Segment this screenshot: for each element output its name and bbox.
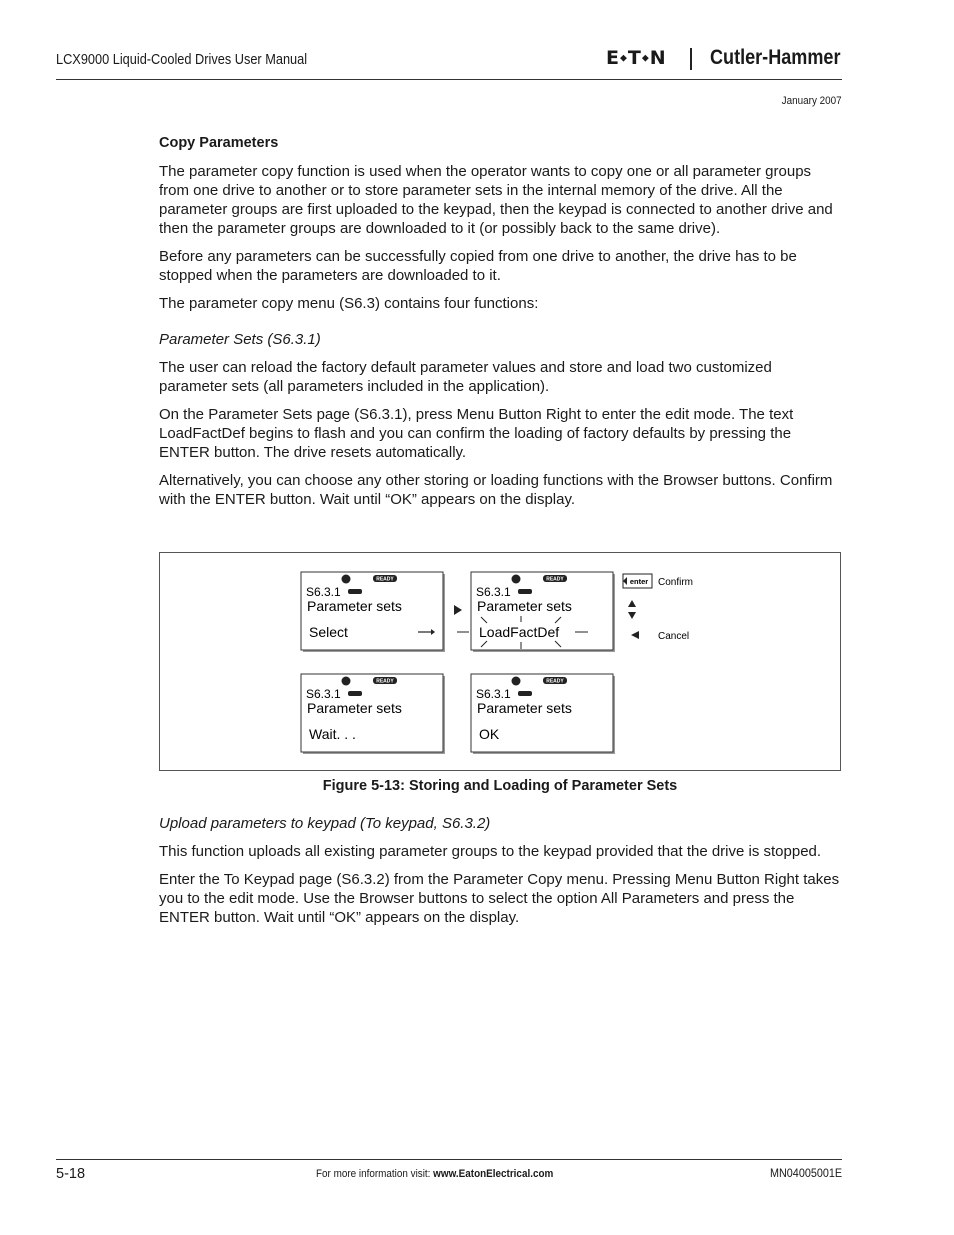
screen-line2: OK <box>479 726 500 742</box>
paragraph: The parameter copy function is used when the operator wants to copy one or all parameter groups from one drive to another or to store parameter sets in the internal memory of the drive. All the parameter groups are first uploaded to the keypad, then the keypad is connected to another drive and then the parameter groups are downloaded to it (or possibly back to the same drive). <box>159 163 833 237</box>
indicator-icon <box>348 691 362 696</box>
lcd-screen-2 <box>457 572 615 652</box>
key-legend <box>623 574 693 642</box>
screen-line2: Wait. . . <box>309 726 356 742</box>
screen-code: S6.3.1 <box>476 585 511 599</box>
ready-badge-text: READY <box>546 678 564 685</box>
screen-line2: LoadFactDef <box>479 624 560 640</box>
browser-up-icon <box>628 600 636 607</box>
screen-line1: Parameter sets <box>307 598 402 614</box>
screen-line2: Select <box>309 624 348 640</box>
paragraph: The user can reload the factory default parameter values and store and load two customized parameter sets (all parameters included in the application). <box>159 359 772 395</box>
footer-rule <box>56 1159 842 1160</box>
figure-caption: Figure 5-13: Storing and Loading of Parameter Sets <box>322 778 678 794</box>
footer-info <box>316 1168 553 1180</box>
paragraph: This function uploads all existing parameter groups to the keypad provided that the drive is stopped. <box>159 843 822 860</box>
header-rule <box>56 79 842 80</box>
lcd-screen-1 <box>301 572 445 652</box>
confirm-label: Confirm <box>658 577 694 588</box>
screen-code: S6.3.1 <box>476 687 511 701</box>
menu-right-arrow-icon <box>454 605 462 615</box>
ready-badge-text: READY <box>376 678 394 685</box>
indicator-icon <box>518 589 532 594</box>
logo-divider <box>690 48 692 70</box>
eaton-logo: E◆T◆N <box>606 47 667 69</box>
cancel-label: Cancel <box>658 631 690 642</box>
paragraph: On the Parameter Sets page (S6.3.1), press Menu Button Right to enter the edit mode. The text LoadFactDef begins to flash and you can confirm the loading of factory defaults by pressing the ENTER button. The drive resets automatically. <box>159 406 794 461</box>
screen-line1: Parameter sets <box>307 700 402 716</box>
indicator-icon <box>348 589 362 594</box>
page-number: 5-18 <box>56 1166 86 1182</box>
subsection-title: Upload parameters to keypad (To keypad, S6.3.2) <box>159 815 491 832</box>
manual-title: LCX9000 Liquid-Cooled Drives User Manual <box>56 52 308 68</box>
main-content-continued <box>159 814 843 936</box>
browser-down-icon <box>628 612 636 619</box>
keypad-diagram <box>160 553 840 770</box>
section-heading: Copy Parameters <box>159 135 279 151</box>
indicator-icon <box>518 691 532 696</box>
publication-date: January 2007 <box>781 95 842 107</box>
document-number: MN04005001E <box>769 1166 842 1180</box>
main-content <box>159 134 843 518</box>
paragraph: Alternatively, you can choose any other storing or loading functions with the Browser buttons. Confirm with the ENTER button. Wait until “OK” appears on the display. <box>159 472 833 508</box>
subsection-title: Parameter Sets (S6.3.1) <box>159 331 321 348</box>
lcd-screen-3 <box>301 674 445 754</box>
run-indicator-icon <box>342 677 351 686</box>
paragraph: Before any parameters can be successfully copied from one drive to another, the drive has to be stopped when the parameters are downloaded to it. <box>159 248 797 284</box>
paragraph: Enter the To Keypad page (S6.3.2) from the Parameter Copy menu. Pressing Menu Button Right takes you to the edit mode. Use the Browser buttons to select the option All Parameters and press the ENTER button. Wait until “OK” appears on the display. <box>159 871 840 926</box>
footer-info-text: For more information visit: <box>316 1168 434 1180</box>
run-indicator-icon <box>512 575 521 584</box>
run-indicator-icon <box>512 677 521 686</box>
screen-code: S6.3.1 <box>306 687 341 701</box>
ready-badge-text: READY <box>376 576 394 583</box>
enter-key-label: enter <box>629 577 649 586</box>
figure-box <box>159 552 841 771</box>
paragraph: The parameter copy menu (S6.3) contains four functions: <box>159 295 539 312</box>
lcd-screen-4 <box>471 674 615 754</box>
menu-left-icon <box>631 631 639 639</box>
run-indicator-icon <box>342 575 351 584</box>
screen-line1: Parameter sets <box>477 598 572 614</box>
brand-name: Cutler-Hammer <box>710 46 841 69</box>
screen-code: S6.3.1 <box>306 585 341 599</box>
footer-url[interactable]: www.EatonElectrical.com <box>433 1168 554 1180</box>
screen-line1: Parameter sets <box>477 700 572 716</box>
ready-badge-text: READY <box>546 576 564 583</box>
